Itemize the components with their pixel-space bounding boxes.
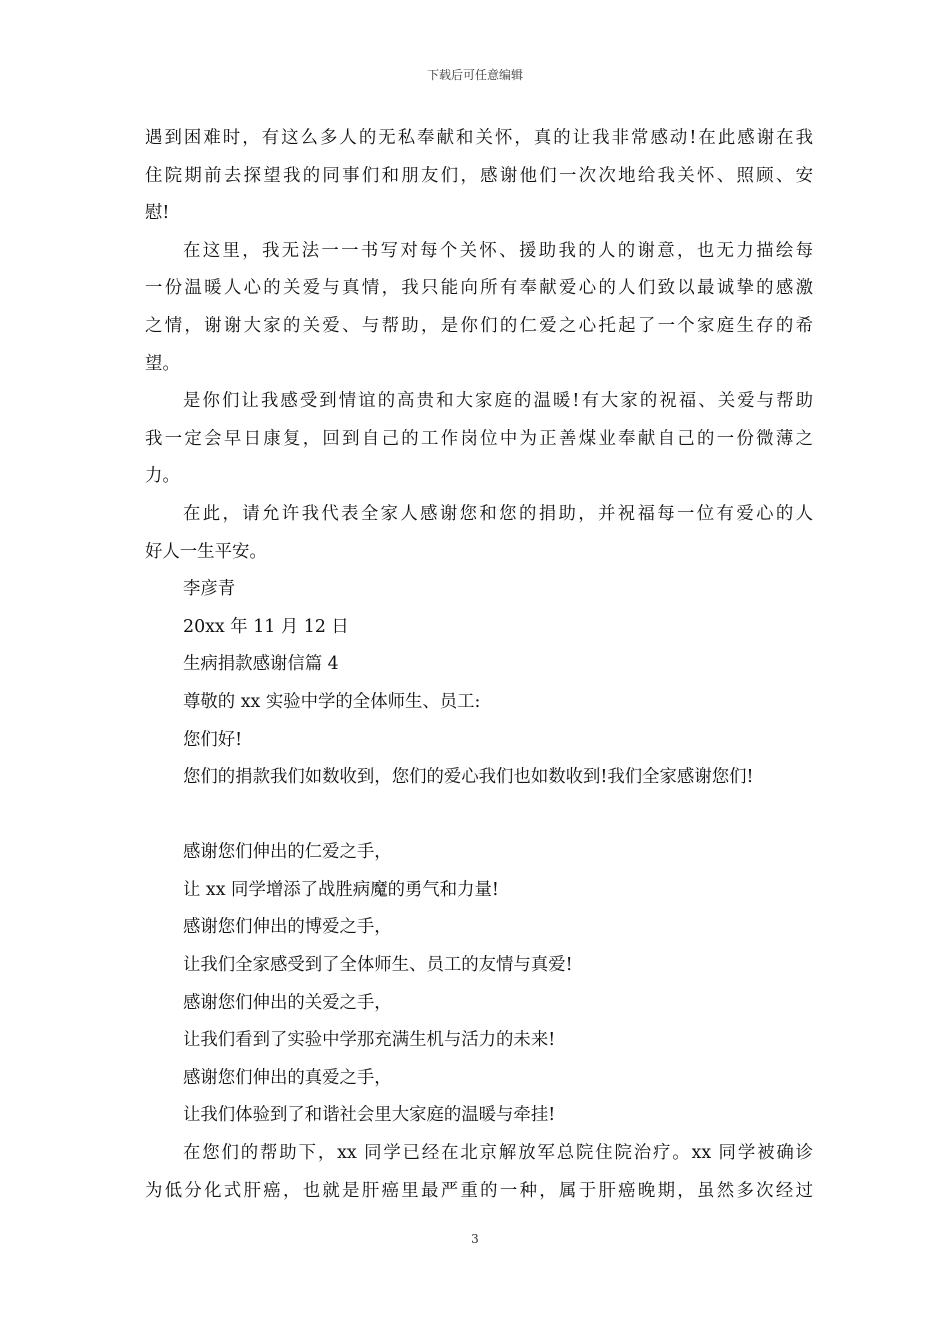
text-line: 之情，谢谢大家的关爱、与帮助，是你们的仁爱之心托起了一个家庭生存的希 (145, 315, 813, 336)
text-line: 慰! (145, 203, 170, 224)
text-line: 生病捐款感谢信篇 4 (183, 654, 339, 675)
text-line: 您们的捐款我们如数收到，您们的爱心我们也如数收到!我们全家感谢您们! (183, 767, 754, 788)
page-number: 3 (471, 1232, 479, 1246)
text-line: 望。 (145, 353, 180, 374)
text-line: 在此，请允许我代表全家人感谢您和您的捐助，并祝福每一位有爱心的人 (183, 503, 813, 524)
text-line: 我一定会早日康复，回到自己的工作岗位中为正善煤业奉献自己的一份微薄之 (145, 428, 813, 449)
text-line: 在这里，我无法一一书写对每个关怀、援助我的人的谢意，也无力描绘每 (183, 240, 813, 261)
text-line: 在您们的帮助下，xx 同学已经在北京解放军总院住院治疗。xx 同学被确诊 (183, 1143, 813, 1164)
text-line: 让 xx 同学增添了战胜病魔的勇气和力量! (183, 879, 499, 900)
text-line: 住院期前去探望我的同事们和朋友们，感谢他们一次次地给我关怀、照顾、安 (145, 165, 813, 186)
text-line: 遇到困难时，有这么多人的无私奉献和关怀，真的让我非常感动!在此感谢在我 (145, 128, 813, 148)
text-line: 让我们体验到了和谐社会里大家庭的温暖与牵挂! (183, 1105, 556, 1126)
text-line: 感谢您们伸出的关爱之手， (183, 992, 392, 1013)
page-header: 下载后可任意编辑 (426, 68, 523, 82)
text-line: 好人一生平安。 (145, 541, 267, 562)
text-line: 力。 (145, 466, 180, 487)
document-body (145, 120, 813, 1210)
text-line: 让我们全家感受到了全体师生、员工的友情与真爱! (183, 955, 573, 976)
text-line: 为低分化式肝癌，也就是肝癌里最严重的一种，属于肝癌晚期，虽然多次经过 (145, 1180, 813, 1201)
text-line: 是你们让我感受到情谊的高贵和大家庭的温暖!有大家的祝福、关爱与帮助 (183, 391, 813, 412)
text-line: 感谢您们伸出的真爱之手， (183, 1067, 392, 1088)
blank-line (145, 797, 813, 835)
text-line: 感谢您们伸出的仁爱之手， (183, 842, 392, 863)
text-line: 李彦青 (183, 579, 236, 600)
text-line: 一份温暖人心的关爱与真情，我只能向所有奉献爱心的人们致以最诚挚的感激 (145, 278, 813, 299)
text-line: 20xx 年 11 月 12 日 (183, 616, 349, 637)
text-line: 尊敬的 xx 实验中学的全体师生、员工: (183, 691, 481, 712)
text-line: 感谢您们伸出的博爱之手， (183, 917, 392, 938)
text-line: 让我们看到了实验中学那充满生机与活力的未来! (183, 1030, 556, 1051)
text-line: 您们好! (183, 729, 243, 750)
